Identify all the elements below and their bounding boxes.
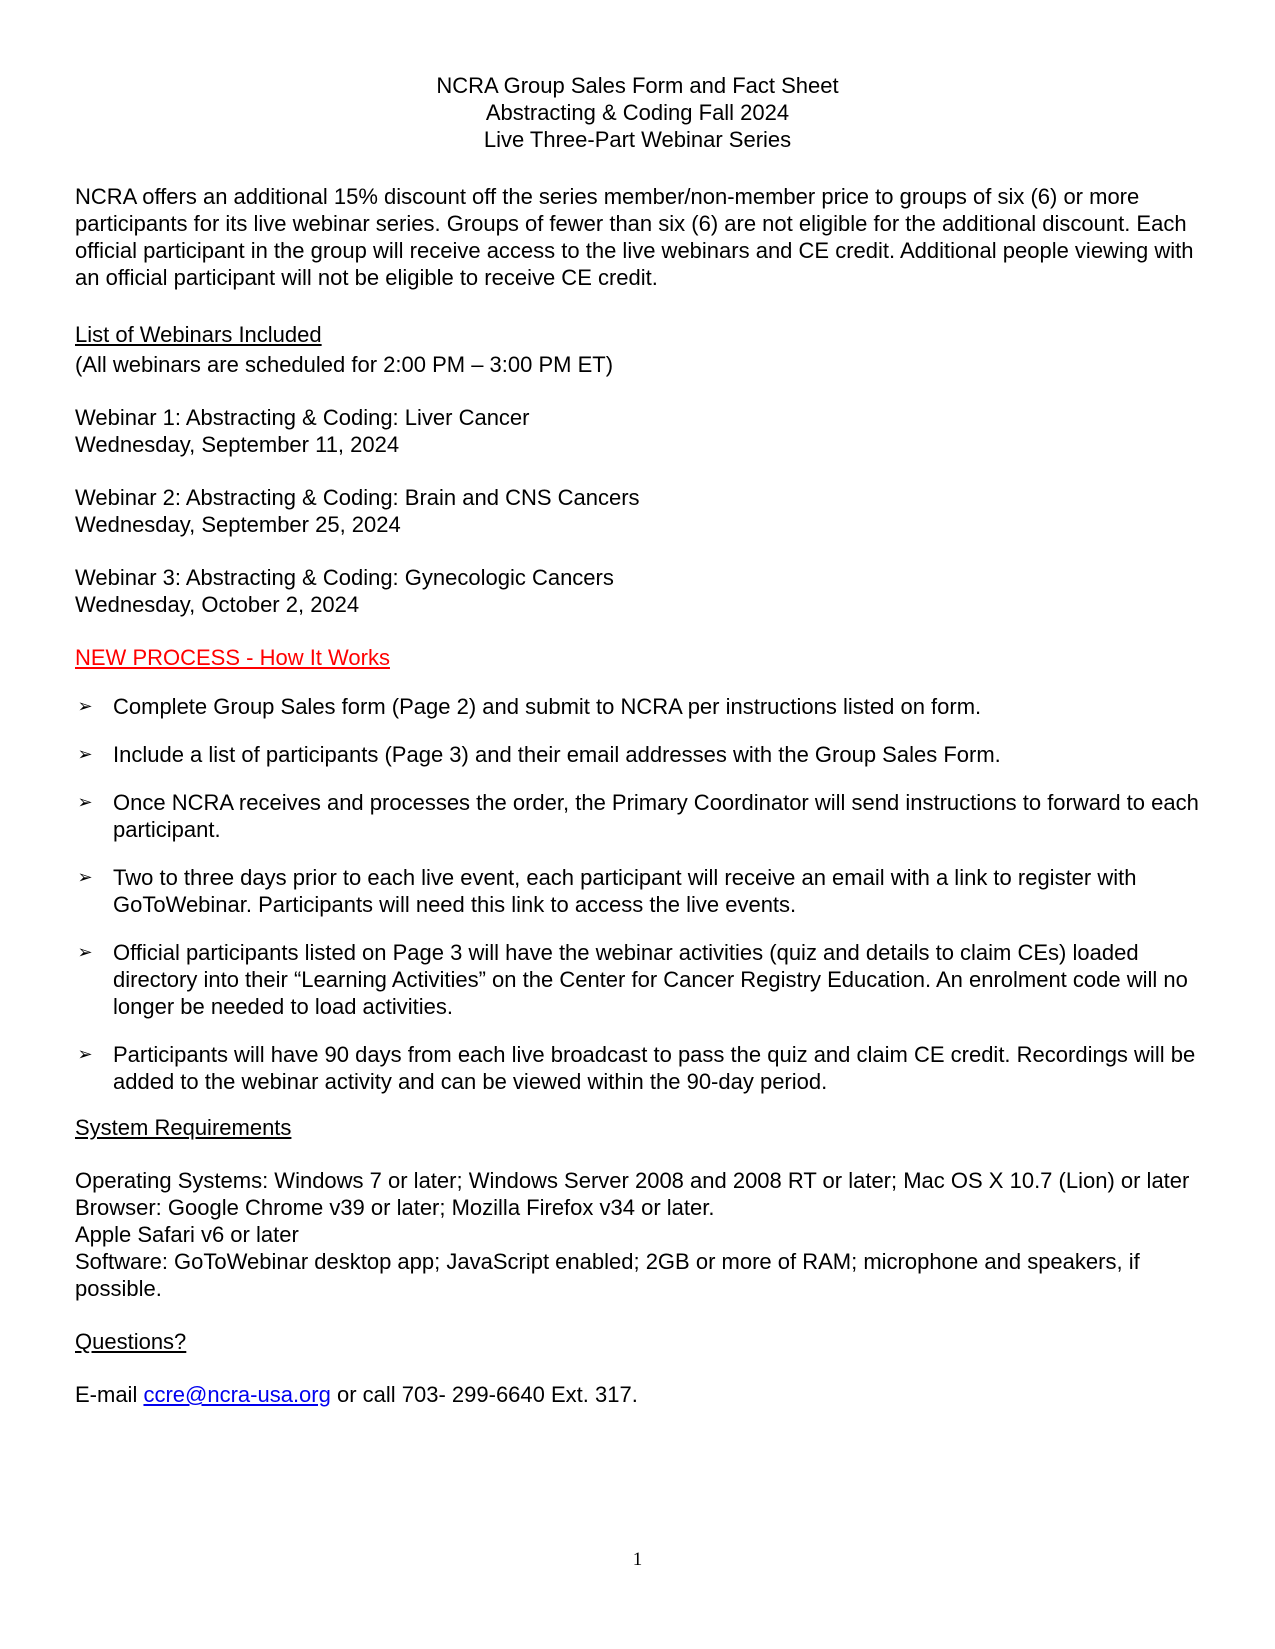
webinar-date: Wednesday, September 11, 2024 bbox=[75, 432, 400, 457]
webinar-title: Webinar 2: Abstracting & Coding: Brain and CNS Cancers bbox=[75, 485, 640, 510]
process-step-text: Complete Group Sales form (Page 2) and submit to NCRA per instructions listed on form. bbox=[113, 694, 982, 719]
contact-line bbox=[75, 1381, 1200, 1408]
arrowhead-bullet-icon: ➢ bbox=[77, 696, 93, 717]
arrowhead-bullet-icon: ➢ bbox=[77, 744, 93, 765]
title-line-1: NCRA Group Sales Form and Fact Sheet bbox=[436, 73, 839, 98]
system-safari: Apple Safari v6 or later bbox=[75, 1222, 299, 1247]
page-number: 1 bbox=[632, 1549, 643, 1570]
webinars-heading: List of Webinars Included bbox=[75, 322, 322, 347]
process-step-text: Official participants listed on Page 3 will have the webinar activities (quiz and details to claim CEs) loaded directory into their “Learning Activities” on the Center for Cancer Registry Education. An enrolment code will no longer be needed to load activities. bbox=[113, 940, 1188, 1019]
contact-suffix: or call 703- 299-6640 Ext. 317. bbox=[330, 1382, 638, 1407]
system-os: Operating Systems: Windows 7 or later; Windows Server 2008 and 2008 RT or later; Mac OS X 10.7 (Lion) or later bbox=[75, 1168, 1190, 1193]
list-item bbox=[75, 864, 1200, 918]
system-requirements-heading: System Requirements bbox=[75, 1115, 292, 1140]
arrowhead-bullet-icon: ➢ bbox=[77, 1044, 93, 1065]
webinar-item bbox=[75, 564, 1200, 618]
list-item bbox=[75, 741, 1200, 768]
questions-heading: Questions? bbox=[75, 1329, 187, 1354]
arrowhead-bullet-icon: ➢ bbox=[77, 867, 93, 888]
process-heading: NEW PROCESS - How It Works bbox=[75, 645, 390, 670]
system-software: Software: GoToWebinar desktop app; JavaScript enabled; 2GB or more of RAM; microphone and speakers, if possible. bbox=[75, 1249, 1140, 1301]
title-line-3: Live Three-Part Webinar Series bbox=[483, 127, 792, 152]
contact-prefix: E-mail bbox=[75, 1382, 144, 1407]
list-item bbox=[75, 693, 1200, 720]
webinar-date: Wednesday, September 25, 2024 bbox=[75, 512, 401, 537]
webinar-item bbox=[75, 484, 1200, 538]
webinar-title: Webinar 3: Abstracting & Coding: Gynecologic Cancers bbox=[75, 565, 614, 590]
arrowhead-bullet-icon: ➢ bbox=[77, 942, 93, 963]
webinar-date: Wednesday, October 2, 2024 bbox=[75, 592, 360, 617]
email-link[interactable]: ccre@ncra-usa.org bbox=[143, 1382, 331, 1407]
title-line-2: Abstracting & Coding Fall 2024 bbox=[485, 100, 790, 125]
list-item bbox=[75, 939, 1200, 1020]
list-item bbox=[75, 1041, 1200, 1095]
process-step-text: Two to three days prior to each live event, each participant will receive an email with a link to register with GoToWebinar. Participants will need this link to access the live events. bbox=[113, 865, 1137, 917]
process-step-text: Participants will have 90 days from each live broadcast to pass the quiz and claim CE credit. Recordings will be added to the webinar activity and can be viewed within the 90-day period. bbox=[113, 1042, 1196, 1094]
webinar-title: Webinar 1: Abstracting & Coding: Liver Cancer bbox=[75, 405, 530, 430]
webinars-note: (All webinars are scheduled for 2:00 PM – 3:00 PM ET) bbox=[75, 352, 614, 377]
process-steps-list bbox=[75, 693, 1200, 1095]
system-browser: Browser: Google Chrome v39 or later; Mozilla Firefox v34 or later. bbox=[75, 1195, 715, 1220]
process-step-text: Include a list of participants (Page 3) and their email addresses with the Group Sales Form. bbox=[113, 742, 1001, 767]
arrowhead-bullet-icon: ➢ bbox=[77, 792, 93, 813]
process-step-text: Once NCRA receives and processes the order, the Primary Coordinator will send instructions to forward to each participant. bbox=[113, 790, 1199, 842]
document-page bbox=[75, 72, 1200, 1408]
list-item bbox=[75, 789, 1200, 843]
webinar-item bbox=[75, 404, 1200, 458]
intro-paragraph: NCRA offers an additional 15% discount off the series member/non-member price to groups of six (6) or more participants for its live webinar series. Groups of fewer than six (6) are not eligible for the additional discount. Each official participant in the group will receive access to the live webinars and CE credit. Additional people viewing with an official participant will not be eligible to receive CE credit. bbox=[75, 184, 1194, 290]
document-title bbox=[75, 72, 1200, 153]
